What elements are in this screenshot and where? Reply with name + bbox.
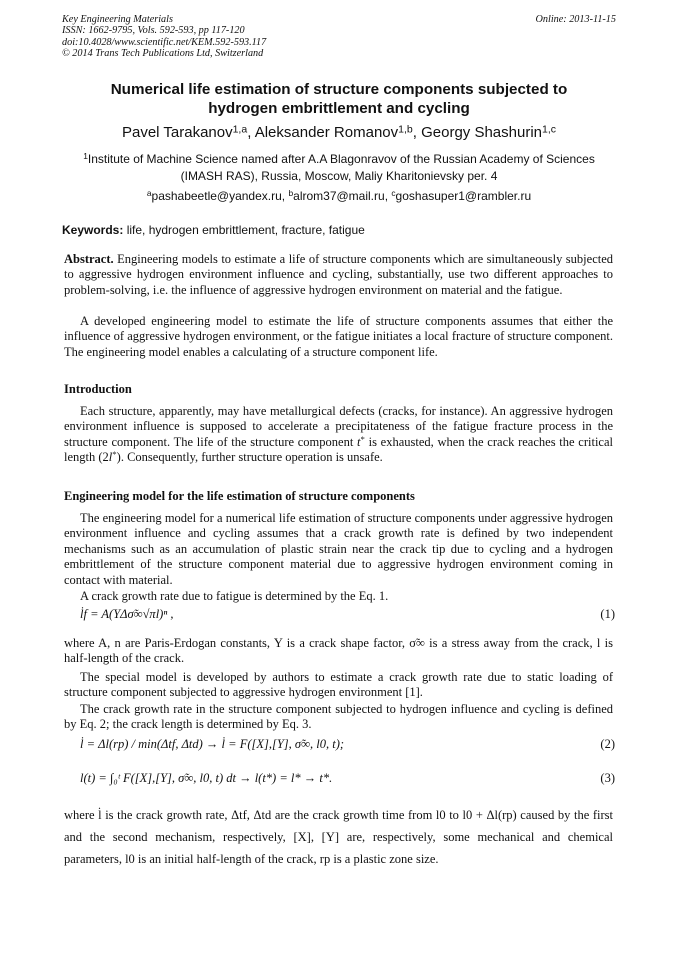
- keywords-text: life, hydrogen embrittlement, fracture, fatigue: [126, 223, 365, 237]
- equation-1-body: l̇f = A(YΔσ̃∞√πl)ⁿ ,: [80, 607, 174, 621]
- intro-star: *: [360, 433, 365, 444]
- email-link[interactable]: alrom37@mail.ru: [293, 189, 385, 203]
- model-paragraph-1: The engineering model for a numerical life estimation of structure components under aggressive hydrogen environment influence and cycling assumes that a crack growth rate is defined by two independent mechanisms such as an accumulation of plastic strain near the crack tip due to cycling and a hydrogen embrittlement of the structure component material due to aggressive hydrogen environment coming in contact with material.: [64, 511, 613, 587]
- journal-name: Key Engineering Materials: [62, 14, 173, 25]
- equation-1: [80, 606, 615, 623]
- doi-line: doi:10.4028/www.scientific.net/KEM.592-593.117: [62, 36, 267, 48]
- section-heading-introduction: Introduction: [64, 382, 132, 396]
- intro-text-part: is exhausted, when the crack reaches the critical length (2: [64, 434, 613, 465]
- title-line-1: Numerical life estimation of structure components subjected to: [110, 81, 568, 98]
- email-link[interactable]: pashabeetle@yandex.ru: [151, 189, 282, 203]
- email-mark: c: [391, 188, 396, 199]
- email-link[interactable]: goshasuper1@rambler.ru: [395, 189, 532, 203]
- journal-header: [62, 14, 616, 60]
- issn-line: ISSN: 1662-9795, Vols. 592-593, pp 117-120: [62, 25, 245, 37]
- model-paragraph-5: The crack growth rate in the structure component subjected to hydrogen influence and cycling is defined by Eq. 2; the crack length is determined by Eq. 3.: [64, 702, 613, 732]
- title-line-2: hydrogen embrittlement and cycling: [208, 99, 470, 117]
- abstract-text-1: Engineering models to estimate a life of structure components which are simultaneously subjected to aggressive hydrogen environment influence and cycling, substantially, use two different approaches to problem-solving, i.e. the influence of aggressive hydrogen environment on material and the fatigue.: [64, 252, 614, 297]
- intro-star: *: [112, 449, 117, 460]
- intro-symbol-t: t: [357, 434, 361, 449]
- model-paragraph-6: where l̇ is the crack growth rate, Δtf, Δtd are the crack growth time from l0 to l0 + Δl(rp) caused by the first and the second mechanism, respectively, [X], [Y] are, respectively, some mechanical and chemical parameters, l0 is an initial half-length of the crack, rp is a plastic zone size.: [64, 808, 613, 866]
- equation-2: [80, 736, 615, 753]
- author-list: Pavel Tarakanov$^{1,a}$, Aleksander Romanov$^{1,b}$, Georgy Shashurin$^{1,c}$: [121, 123, 557, 141]
- equation-3-number: (3): [600, 771, 615, 785]
- intro-symbol-l: l: [108, 450, 113, 465]
- copyright-line: © 2014 Trans Tech Publications Ltd, Switzerland: [62, 48, 264, 60]
- section-heading-model: Engineering model for the life estimation of structure components: [64, 489, 415, 503]
- online-date: Online: 2013-11-15: [535, 14, 616, 25]
- intro-paragraph: [64, 404, 613, 466]
- abstract-paragraph-1: [64, 252, 613, 298]
- author-affil-mark: 1,c: [542, 123, 557, 136]
- keywords: [62, 223, 616, 238]
- author-affil-mark: 1,a: [232, 123, 248, 136]
- model-paragraph-3: where A, n are Paris-Erdogan constants, Y is a crack shape factor, σ̃∞ is a stress away from the crack, l is half-length of the crack.: [64, 636, 613, 666]
- author-name: Aleksander Romanov: [254, 124, 399, 141]
- equation-2-number: (2): [600, 737, 615, 751]
- equation-2-body: l̇ = Δl(rp) / min(Δtf, Δtd) → l̇ = F([X],[Y], σ̃∞, l0, t);: [80, 737, 345, 751]
- email-list: $^a$pashabeetle@yandex.ru, $^b$alrom37@mail.ru, $^c$goshasuper1@rambler.ru: [146, 188, 532, 203]
- intro-text-part: Each structure, apparently, may have metallurgical defects (cracks, for instance). An aggressive hydrogen environment influence is supposed to accelerate a precipitateness of the fatigue fracture process in the structure component. The life of the structure component: [64, 404, 613, 449]
- intro-text-part: ). Consequently, further structure operation is unsafe.: [116, 450, 383, 465]
- abstract-paragraph-2: A developed engineering model to estimate the life of structure components assumes that either the influence of aggressive hydrogen environment, or the fatigue initiates a local fracture of structure component. The engineering model enables a calculating of a structure component life.: [64, 314, 613, 359]
- equation-3: [80, 770, 615, 787]
- affiliation-mark: 1: [83, 151, 88, 162]
- paper-title: [62, 81, 616, 118]
- abstract-label: Abstract.: [64, 252, 114, 266]
- keywords-label: Keywords:: [62, 223, 124, 237]
- affiliation-line-1: Institute of Machine Science named after A.A Blagonravov of the Russian Academy of Sciences: [87, 152, 595, 166]
- author-name: Pavel Tarakanov: [121, 124, 233, 141]
- email-mark: a: [146, 188, 152, 199]
- author-affil-mark: 1,b: [398, 123, 413, 136]
- equation-1-number: (1): [600, 607, 615, 621]
- model-paragraph-2: A crack growth rate due to fatigue is determined by the Eq. 1.: [80, 589, 389, 603]
- model-paragraph-4: The special model is developed by authors to estimate a crack growth rate due to static loading of structure component subjected to aggressive hydrogen environment [1].: [64, 670, 613, 700]
- author-name: Georgy Shashurin: [421, 124, 542, 141]
- affiliation: [62, 151, 616, 184]
- affiliation-line-2: (IMASH RAS), Russia, Moscow, Maliy Kharitonievsky per. 4: [180, 168, 498, 183]
- equation-3-body: l(t) = ∫₀ᵗ F([X],[Y], σ̃∞, l0, t) dt → l(t*) = l* → t*.: [80, 771, 333, 785]
- email-mark: b: [288, 188, 294, 199]
